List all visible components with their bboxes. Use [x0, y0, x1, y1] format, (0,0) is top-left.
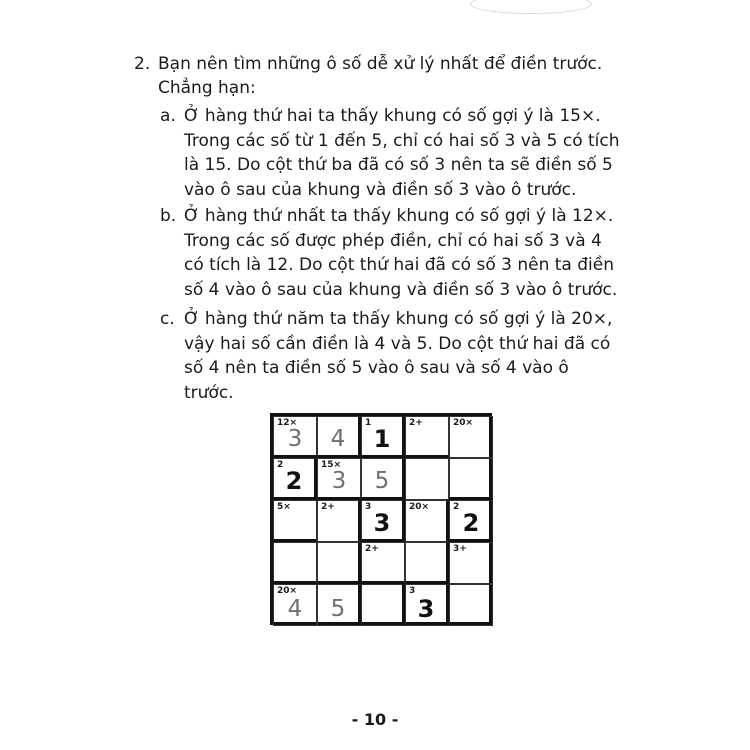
cell-value: 2 [462, 509, 480, 537]
grid-cell [449, 416, 493, 458]
grid-cell [317, 458, 361, 500]
cage-clue: 2 [277, 460, 284, 470]
cage-clue: 5× [277, 502, 291, 512]
grid-cell [449, 500, 493, 542]
grid-cell [361, 542, 405, 584]
cage-clue: 20× [277, 586, 298, 596]
subitem-a-text: Ở hàng thứ hai ta thấy khung có số gợi ý là 15×. Trong các số từ 1 đến 5, chỉ có hai số 3 và 5 có tích là 15. Do cột thứ ba đã có số 3 nên ta sẽ điền số 5 vào ô sau của khung và điền số 3 vào ô trước. [184, 106, 620, 200]
grid-cell [405, 416, 449, 458]
cell-value: 4 [330, 426, 346, 452]
cell-value: 4 [287, 596, 303, 622]
cell-value: 3 [287, 426, 303, 452]
cell-value: 3 [417, 595, 435, 623]
cage-clue: 3+ [453, 544, 467, 554]
cage-clue: 3 [365, 502, 372, 512]
point-2-number: 2. [134, 54, 151, 74]
subitem-c-text: Ở hàng thứ năm ta thấy khung có số gợi ý là 20×, vậy hai số cần điền là 4 và 5. Do cột thứ hai đã có số 4 nên ta điền số 5 vào ô sau và số 4 vào ô trước. [184, 309, 613, 403]
cage-clue: 2+ [365, 544, 379, 554]
grid-cell [273, 500, 317, 542]
cage-clue: 2 [453, 502, 460, 512]
grid-cell [317, 416, 361, 458]
grid-cell [405, 542, 449, 584]
grid-cell [449, 542, 493, 584]
grid-cell [449, 458, 493, 500]
page-smudge [470, 0, 592, 14]
grid-cell [361, 416, 405, 458]
grid-cell [405, 584, 449, 626]
cell-value: 5 [330, 596, 346, 622]
cage-clue: 12× [277, 418, 298, 428]
grid-cell [317, 500, 361, 542]
cage-clue: 2+ [321, 502, 335, 512]
cage-clue: 2+ [409, 418, 423, 428]
subitem-b-text: Ở hàng thứ nhất ta thấy khung có số gợi ý là 12×. Trong các số được phép điền, chỉ có hai số 3 và 4 có tích là 12. Do cột thứ hai đã có số 3 nên ta điền số 4 vào ô sau của khung và điền số 3 vào ô trước. [184, 206, 618, 300]
subitem-a [160, 104, 620, 202]
subitem-c-label: c. [160, 309, 175, 329]
subitem-b [160, 204, 620, 302]
grid-cell [273, 542, 317, 584]
cell-value: 1 [373, 425, 391, 453]
point-2-text: Bạn nên tìm những ô số dễ xử lý nhất để điền trước. Chẳng hạn: [158, 54, 603, 98]
cell-value: 2 [285, 467, 303, 495]
grid-cell [361, 500, 405, 542]
kenken-puzzle-grid [270, 413, 492, 625]
grid-cell [361, 584, 405, 626]
grid-cell [273, 416, 317, 458]
grid-cell [449, 584, 493, 626]
cage-clue: 1 [365, 418, 372, 428]
grid-cell [317, 542, 361, 584]
grid-cell [361, 458, 405, 500]
point-2 [134, 52, 614, 100]
grid-cell [405, 458, 449, 500]
page-number: - 10 - [351, 710, 399, 729]
cage-clue: 20× [453, 418, 474, 428]
cage-clue: 15× [321, 460, 342, 470]
cell-value: 5 [374, 468, 390, 494]
grid-cell [273, 458, 317, 500]
grid-cell [405, 500, 449, 542]
cage-clue: 20× [409, 502, 430, 512]
cell-value: 3 [331, 468, 347, 494]
grid-cell [317, 584, 361, 626]
subitem-a-label: a. [160, 106, 176, 126]
cage-clue: 3 [409, 586, 416, 596]
grid-cell [273, 584, 317, 626]
subitem-c [160, 307, 620, 405]
subitem-b-label: b. [160, 206, 177, 226]
cell-value: 3 [373, 509, 391, 537]
